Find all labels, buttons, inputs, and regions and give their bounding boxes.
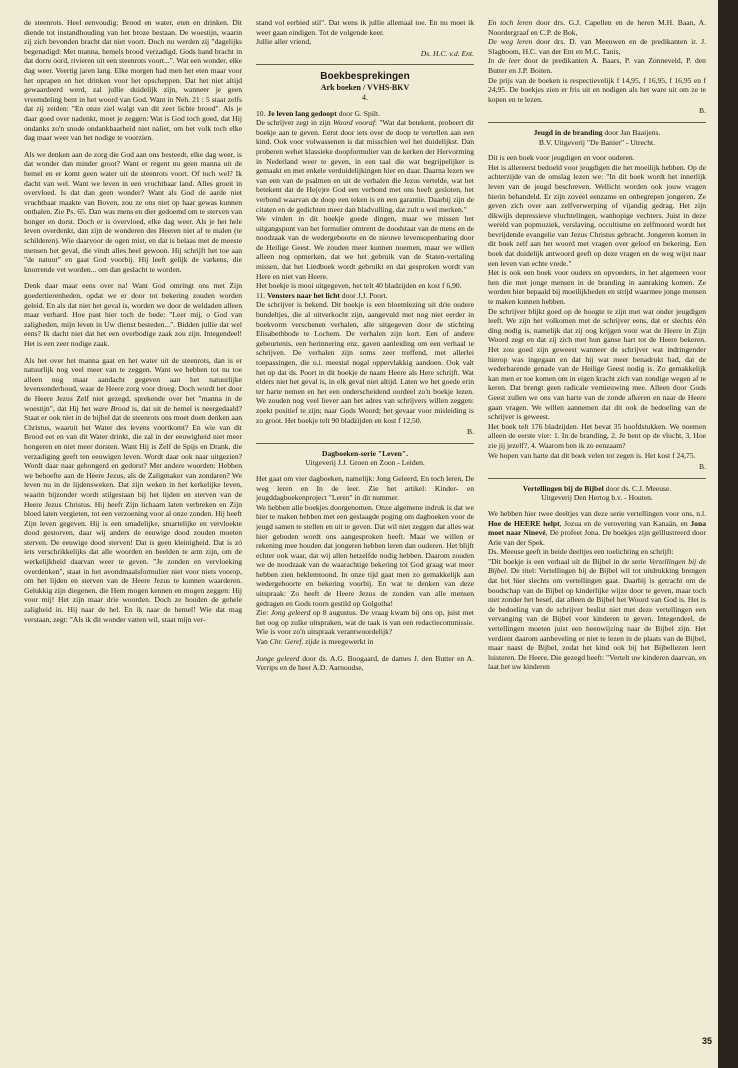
paragraph: Het is allereerst bedoeld voor jeugdigen die het moeilijk hebben. Op de achterzijde van de omslag lezen we: "In dit boek wordt het innerlijk leven van de jeugd beschreven. Wellicht worden ook jouw vragen hierin behandeld. Er zijn zoveel eenzame en onbegrepen jongeren. Ze geven zich over aan zelfverwerping of vijandig gedrag. Het zijn dikwijls depressieve vluchtelingen, wanhopige vechters. Juist in deze wereld van popmuziek, verslaving, occultisme en zelfmoord wordt het bevrijdende evangelie van Jezus Christus gebracht. Jongeren komen in dit boek zelf aan het woord met vragen over geloof en bekering. Een boek dat duidelijk antwoord geeft op deze vragen en de weg wijst naar een leven van echte vrede." [488,162,706,268]
bold-text: Hoe de HEERE helpt [488,518,560,528]
paragraph: stand vol eerbied stil". Dat wens ik jullie allemaal toe. En nu moet ik weer gaan eindigen. Tot de volgende keer. [256,18,474,37]
divider [488,122,706,123]
text-run: op 8 augustus. De vraag kwam bij ons op, juist met het oog op zulke uitspraken, wat de taak is van een redactiecommissie. Wie is voor zo'n uitspraak verantwoordelijk? [256,608,474,637]
divider [256,64,474,65]
text-run: door drs. D. van Meeuwen en de predikanten ir. J. Slagboom, H.C. van der Ent en M.C. Tanis, [488,37,706,56]
text-run: . De titel: Vertellingen bij de Bijbel wil tot uitdrukking brengen dat het hier slechts om vertellingen gaat. Daarbij is getracht om de boodschap van de Bijbel op kinderlijke wijze door te geven, maar toch niet zonder het besef, dat alleen de Bijbel het Woord van God is. Het is de bedoeling van de schrijver beslist niet met deze vertellingen een vervanging van de Bijbel voor kinderen te geven. Integendeel, de vertellingen moeten juist een heenwijzing naar de Bijbel zijn. Het verdient daarom aanbeveling er niet te lezen in de plaats van de Bijbel, maar naast de Bijbel, zodat het kind ook bij het Bijbellezen leert luisteren. De Heere, Die gezegd heeft: "Vertelt uw kinderen daarvan, en laat het uw kinderen [488,566,706,672]
paragraph [256,118,474,214]
section-title: Boekbesprekingen [320,71,410,83]
review-heading [488,128,706,147]
paragraph: Dit is een boek voor jeugdigen en voor ouderen. [488,153,635,163]
book-author: door J.J. Poort. [339,290,388,300]
text-run: door drs. G.J. Capellen en de heren M.H. Baan, A. Noordergraaf en C.P. de Bok, [488,18,706,37]
publisher: B.V. Uitgeverij "De Banier" - Utrecht. [538,137,656,147]
paragraph [24,356,242,625]
paragraph: Ds. Meeuse geeft in beide deeltjes een toelichting en schrijft: [488,547,674,557]
review-author: door ds. C.J. Meeuse. [603,483,672,493]
paragraph: Als we denken aan de zorg die God aan ons besteedt, elke dag weer, is dat wonder dan minder groot? Want er regent nu geen manna uit de hemel en er komt geen water uit de steenrots voort. Of toch wel? Ik dacht van wel. Want we leven in een vruchtbaar land. Alles groeit in overvloed. Is dat dan geen wonder? Want als God de aarde niet vruchtbaar maakte van Boven, zou ze ons niet op haar gewas kunnen onthalen. Zie Ps. 65. Dan was mens en dier gedoemd om te sterven van honger en dorst. Doch er is overvloed, elke dag weer. Als je het hele leven overdenkt, dan zijn de wonderen des Heeren niet af te malen (te schilderen). Wie daarvoor de ogen mist, en dat is helaas met de meeste mensen het geval, die vindt alles heel gewoon. Hij schrijft het toe aan "de natuur" en gaat God voorbij. Hij leeft gelijk de varkens, die knorrende vet worden... om dan geslacht te worden. [24,149,242,274]
publisher: Uitgeverij J.J. Groen en Zoon - Leiden. [305,458,425,468]
page-edge-shadow [718,0,738,1068]
paragraph: Het boekje is mooi uitgegeven, het telt 40 bladzijden en kost f 6,90. [256,281,462,291]
reviewer-initial: B. [699,106,706,116]
book-title: Je leven lang gedoopt [267,108,337,118]
italic-text: Jong geleerd [270,608,311,618]
italic-text: Woord vooraf [333,118,375,128]
paragraph [256,637,474,647]
section-number: 4. [362,92,368,102]
paragraph [488,557,706,672]
text-run: : "Wat dat betekent, probeert dit boekje aan te geven. Eerst door iets over de doop te vertellen aan een kind. Ook voor volwassenen is dat misschien wel het duidelijkst. Dan proberen wehet klassieke doopformulier van de kerken der Hervorming in Nederland weer te geven, in een taal die wat begrijpelijker is gemaakt en met enkele verduidelijkingen hier en daar. Daarna lezen we van een van de psalmen en uit de verhalen die Jezus vertelde, wat het betekent dat de He(e)re God een verbond met ons heeft gesloten, het verbond waarvan de doop een teken is en een garantie. Daarbij zijn de citaten en de gedichten meer dan bladvulling, dat zult u wel merken." [256,118,474,214]
text-run: , Jozua en de verovering van Kanaän, en [559,518,691,528]
paragraph: De schrijver is bekend. Dit boekje is een bloemlezing uit drie oudere bundeltjes, die al uitverkocht zijn, aangevuld met nog niet eerder in boekvorm verschenen verhalen, alle uitgegeven door de stichting Elisabethbode te Lochem. De verhalen zijn kort. Een of andere gebeurtenis, een herinnering enz. gaven aanleiding om een verhaal te schrijven. De verhalen zijn soms zeer treffend, met allerlei toepassingen, die o.i. meestal nogal oppervlakkig aandoen. Ook valt het op dat ds. Poort in dit boekje de naam Heere als Here schrijft. Wat elders niet het geval is, in elk geval niet altijd. Laten we het goede erin ter harte nemen en het een onderscheidend oordeel zo'n boekje lezen. We zouden nog veel liever aan het adres van schrijvers willen zeggen: zoekt positief te zijn; naar Gods Woord; het gevaar voor misleiding is zo groot. Het boekje telt 90 bladzijden en kost f 12,50. [256,300,474,425]
italic-text: En toch leren [488,18,533,27]
divider [488,478,706,479]
text-run: "Dit boekje is een verhaal uit de Bijbel in de serie [488,556,649,566]
paragraph: We hebben alle boekjes doorgenomen. Onze algemene indruk is dat we hier te maken hebben met een geslaagde poging om dagboeken voor de jeugd samen te stellen en uit te geven. Dat wil niet zeggen dat alles wat hier geboden wordt ons aangesproken heeft. Maar we willen er rekening mee houden dat jongeren hebben leren dan ouderen. Het blijft echter ook waar, dat wij allen hetzelfde nodig hebben. Daarom zouden we de noodzaak van de waarachtige bekering tot God graag wat meer hebben zien beklemtoond. In onze tijd gaat men zo gemakkelijk aan wedergeboorte en bekering voorbij. En wat te denken van deze uitspraak: Zo heeft de Heere Jezus de zonden van alle mensen gedragen en Gods toorn gestild op Golgotha! [256,502,474,608]
paragraph: Het boek telt 176 bladzijden. Het bevat 35 hoofdstukken. We noemen alleen de eerste vier: 1. In de branding, 2. Je bent op de vlucht, 3. Hoe zie jij jezelf?, 4. Waarom ben ik zo eenzaam? [488,421,706,450]
review-heading [488,484,706,503]
text-run: Van [256,637,270,647]
page-number: 35 [701,1036,712,1046]
item-number: 10. [256,108,268,118]
paragraph: Het is ook een boek voor ouders en opvoeders, in het algemeen voor hen die met jonge mensen in de branding in aanraking komen. Ze worden hier bepaald bij moeilijkheden en strijd waarmee jonge mensen te maken kunnen hebben. [488,268,706,307]
paragraph [488,509,706,547]
italic-text: ware Brood [93,403,130,413]
text-run: is, dat uit de hemel is neergedaald? Staat er ook niet in de bijbel dat de steenrots ons moet doen denken aan Christus, waaruit het Water des levens voortkomt? En wie van dit Brood eet en van dit Water drinkt, die zal in der eeuwigheid niet meer hongeren en niet meer dorsten. Want Hij is Zelf de Spijs en Drank, die verzadiging geeft ten eeuwigen leven. Wordt daar ook naar uitgezien? Wordt daar naar gehongerd en gedorst? Met andere woorden: Hebben we behoefte aan de Heere Jezus, als de Zaligmaker van zondaren? We leven nu in de lijdensweken. Dat zijn weken in het kerkelijke leven, waarin bijzonder wordt stilgestaan bij het lijden en sterven van de Heere Jezus Christus. Hij heeft Zijn lichaam laten verbreken en Zijn bloed laten vergieten, tot een verzoening voor al onze zonden. Hij heeft Zijn leven gegeven. Hij is een smadelijke, smartelijke en vervloekte dood gestorven, daar wij anders de eeuwige dood zouden moeten sterven. De eeuwige dood sterven! Dat is geen kleinigheid. Dat is zó iets verschrikkelijks dat alle woorden en beelden te arm zijn, om de werkelijkheid daarvan weer te geven. "Je zonden en vervloeking overdenken", staat in het avondmaalsformulier niet voor niets voorop, om het lijden en sterven van de Heere Jezus te kunnen waarderen. Gelukkig zijn diegenen, die Hem mogen kennen en mogen zeggen: Hij voor mij! Het zijn maar drie woorden. Doch ze houden de gehele zaligheid in. Hij naar de hel. En ik naar de hemel! Wie dat mag verstaan, zegt: "Als ik dit wonder vatten wil, staat mijn ver- [24,403,242,624]
section-subtitle: Ark boeken / VVHS-BKV [320,83,410,93]
italic-text: Chr. Geref. zijde [269,637,320,647]
book-author: door G. Spilt. [336,108,381,118]
italic-text: Vertellingen bij de Bijbel [488,556,706,576]
column-3 [488,18,706,1048]
reviewer-initial: B. [467,427,474,437]
book-heading [256,291,474,301]
text-run: , De profeet Jona. De boekjes zijn geïllustreerd door Arie van der Spek. [488,528,706,547]
paragraph: We vinden in dit boekje goede dingen, maar we missen het uitgangspunt van het formulier omtrent de doodstaat van de mens en de noodzaak van de wedergeboorte en de nieuwe levensopenbaring door de Heilige Geest. We zouden meer kunnen noemen, maar we willen alleen nog opmerken, dat we het gebruik van de Staten-vertaling missen, dat het Liedboek wordt gebruikt en dat gesproken wordt van Here en niet van Heere. [256,214,474,281]
bold-text: Jona moet naar Ninevé [488,518,706,538]
column-1 [24,18,242,1048]
item-number: 11. [256,290,268,300]
paragraph [488,56,706,75]
paragraph: Het gaat om vier dagboeken, namelijk: Jong Geleerd, En toch leren, De weg leren en In de leer. Zie het artikel: Kinder- en jeugddagboekenproject "Leren" in dit nummer. [256,473,474,503]
paragraph [256,608,474,637]
paragraph [256,654,474,673]
text-run: We hebben hier twee deeltjes van deze serie vertellingen voor ons, n.l. [488,508,706,518]
text-run: door ds. A.G. Boogaard, de dames J. den Butter en A. Verrips en de heer A.D. Aarnoudse, [256,653,474,673]
book-title: Vensters naar het licht [267,290,340,300]
italic-text: De weg leren [488,37,533,47]
book-heading [256,109,474,119]
paragraph: de steenrots. Heel eenvoudig: Brood en water, eten en drinken. Dit diende tot instandhouding van het broze bestaan. De woestijn, waarin zij zich bevonden bracht dat niet voort. Doch nu werden zij "dagelijks begenadigd: Met manna, hemels brood verzadigd. Gods hand bracht in dat dorre oord, rivieren uit een steenrots voort...". Wat een wonder, elke dag weer. Veertig jaren lang. Elke morgen had men het eten maar voor het oprapen en het drinken voor het opscheppen. Dat het niet altijd gewaardeerd werd, zal jullie duidelijk zijn, wanneer je geen vreemdeling bent in het woord van God. Want in Neh. 21 : 5 staat zelfs dat zij zeiden: "En onze ziel walgt van dit zeer lichte brood". Als je daar goed over nadenkt, moet je zeggen: Wat is God toch goed, dat Hij ondanks zo'n snode ondankbaarheid niet naliet, om het volk toch elke dag maar weer van het nodige te voorzien. [24,18,242,143]
review-title: Jeugd in de branding [533,127,603,137]
review-title: Dagboeken-serie "Leven". [321,448,409,458]
paragraph: De prijs van de boeken is respectievelijk f 14,95, f 16,95, f 16,95 en f 24,95. De boekjes zien er fris uit en nodigen als het ware uit om ze te kopen en te lezen. [488,75,706,104]
review-heading [256,449,474,468]
paragraph [488,37,706,56]
magazine-page [24,18,718,1048]
paragraph [488,18,706,37]
paragraph: Denk daar maar eens over na! Want God omringt ons met Zijn goedertierenheden, opdat we er door tot bekering zouden worden geleid. En als dat niet het geval is, worden we door de weldaden alleen maar verhard. Hoe past hier toch de bede: "Leer mij, o God van zaligheden, mijn leven in Uw dienst besteden...". Bidden jullie dat wel eens? Ik dacht niet dat het een overbodige zaak zou zijn. Integendeel! Het is een zeer nodige zaak. [24,281,242,348]
text-run: Zie: [256,608,271,618]
review-author: door Jan Baaijens. [602,127,661,137]
text-run: De schrijver zegt in zijn [256,118,334,128]
greeting: Jullie aller vriend, [256,37,312,47]
text-run: is meegewerkt in [319,637,374,647]
section-header [256,70,474,102]
review-title: Vertellingen bij de Bijbel [522,483,604,493]
text-run: door de predikanten A. Baars, P. van Zonneveld, P. den Butter en J.P. Boiten. [488,56,706,75]
publisher: Uitgeverij Den Hertog b.v. - Houten. [541,493,653,503]
paragraph: De schrijver blijkt goed op de hoogte te zijn met wat onder jeugdigen leeft. We zijn het volkomen met de schrijver eens, dat er slechts één ding nodig is, namelijk dat zij oog krijgen voor wat de Heere in Zijn Woord zegt en dat zij zich met hun ganse hart tot de Heere bekeren. Het zou goed zijn geweest wanneer de schrijver wat indringender hierop was ingegaan en dat hij wat meer benadrukt had, dat de wederbarende genade van de Heilige Geest nodig is. Zo gemakkelijk kan men er toe komen om in eigen kracht zich van zondige wegen af te keren. Dat brengt geen radicale vernieuwing mee. Alleen door Gods Geest zullen we ons van harte van de zonde afkeren en naar de Heere gaan vragen. We willen aannemen dat dit ook de bedoeling van de schrijver is geweest. [488,306,706,422]
divider [256,443,474,444]
column-2 [256,18,474,1048]
italic-text: Jonge geleerd [256,653,300,663]
italic-text: In de leer [488,56,521,66]
paragraph: We hopen van harte dat dit boek velen tot zegen is. Het kost f 24,75. [488,450,696,460]
author-signature: Ds. H.C. v.d. Ent. [420,48,474,58]
text-run: Als het over het manna gaat en het water uit de steenrots, dan is er natuurlijk nog veel meer van te zeggen. Want we hebben tot nu toe alleen nog maar aandacht gegeven aan het natuurlijke levensonderhoud, waar de Heere zorg voor droeg. Doch wordt het door de Heere Jezus Zelf niet gezegd, sprekende over het "manna in de woestijn", dat Hij het [24,355,242,413]
reviewer-initial: B. [699,462,706,472]
